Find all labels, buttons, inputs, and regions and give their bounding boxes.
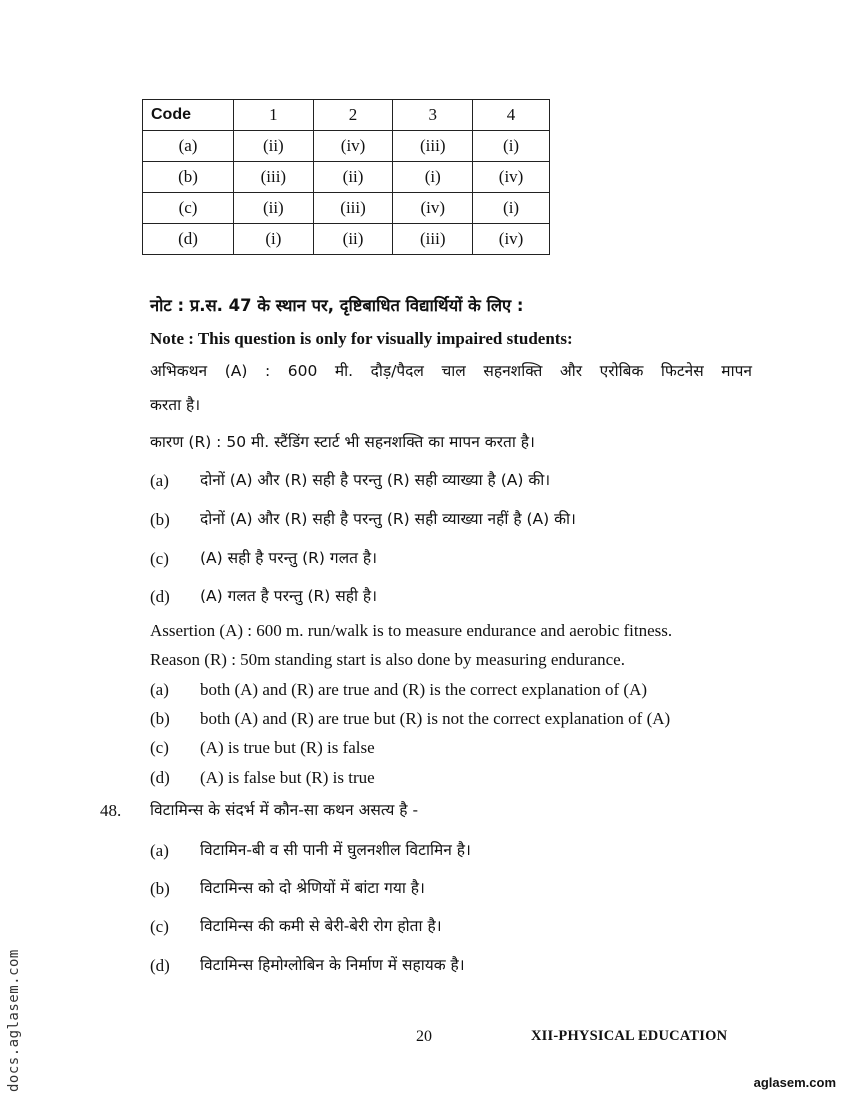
table-cell: (i) xyxy=(473,193,550,224)
question-text: विटामिन्स के संदर्भ में कौन-सा कथन असत्य है - xyxy=(150,801,419,819)
table-cell: (iii) xyxy=(393,131,473,162)
reason-english: Reason (R) : 50m standing start is also done by measuring endurance. xyxy=(150,650,625,669)
option-label: (c) xyxy=(150,549,169,568)
table-header-cell: 1 xyxy=(234,100,314,131)
table-row xyxy=(143,162,550,193)
option-text-hindi: (A) सही है परन्तु (R) गलत है। xyxy=(200,549,378,567)
note-hindi: नोट : प्र.स. 47 के स्थान पर, दृष्टिबाधित विद्यार्थियों के लिए : xyxy=(150,296,524,315)
option-text-hindi: विटामिन्स की कमी से बेरी-बेरी रोग होता है। xyxy=(200,917,442,935)
option-text-hindi: विटामिन्स को दो श्रेणियों में बांटा गया है। xyxy=(200,879,425,897)
question-number: 48. xyxy=(100,801,122,820)
option-text-hindi: विटामिन्स हिमोग्लोबिन के निर्माण में सहायक है। xyxy=(200,956,465,974)
side-watermark: docs.aglasem.com xyxy=(6,949,22,1092)
option-text-english: (A) is false but (R) is true xyxy=(200,768,375,787)
table-cell: (c) xyxy=(143,193,234,224)
option-label: (d) xyxy=(150,587,170,606)
table-cell: (ii) xyxy=(313,224,393,255)
table-cell: (b) xyxy=(143,162,234,193)
code-table xyxy=(142,99,550,255)
table-cell: (ii) xyxy=(234,193,314,224)
table-header-cell: Code xyxy=(143,100,234,131)
table-header-row xyxy=(143,100,550,131)
option-label: (b) xyxy=(150,510,170,529)
table-cell: (iv) xyxy=(393,193,473,224)
option-label: (d) xyxy=(150,956,170,975)
table-row xyxy=(143,193,550,224)
table-cell: (iv) xyxy=(313,131,393,162)
table-row xyxy=(143,224,550,255)
footer-watermark: aglasem.com xyxy=(753,1075,836,1090)
assertion-hindi-line2: करता है। xyxy=(150,396,201,414)
table-cell: (iv) xyxy=(473,162,550,193)
reason-hindi: कारण (R) : 50 मी. स्टैंडिंग स्टार्ट भी सहनशक्ति का मापन करता है। xyxy=(150,433,535,451)
table-cell: (i) xyxy=(473,131,550,162)
note-english: Note : This question is only for visually impaired students: xyxy=(150,329,573,348)
table-cell: (d) xyxy=(143,224,234,255)
table-cell: (iv) xyxy=(473,224,550,255)
table-cell: (ii) xyxy=(313,162,393,193)
option-text-hindi: (A) गलत है परन्तु (R) सही है। xyxy=(200,587,378,605)
table-header-cell: 4 xyxy=(473,100,550,131)
subject-footer: XII-PHYSICAL EDUCATION xyxy=(531,1028,728,1044)
table-header-cell: 2 xyxy=(313,100,393,131)
option-label: (a) xyxy=(150,471,169,490)
table-cell: (i) xyxy=(234,224,314,255)
page-number: 20 xyxy=(416,1028,432,1045)
assertion-english: Assertion (A) : 600 m. run/walk is to measure endurance and aerobic fitness. xyxy=(150,621,673,640)
table-cell: (ii) xyxy=(234,131,314,162)
option-label: (c) xyxy=(150,917,169,936)
table-row xyxy=(143,131,550,162)
option-label: (c) xyxy=(150,738,169,757)
option-text-hindi: विटामिन-बी व सी पानी में घुलनशील विटामिन है। xyxy=(200,841,471,859)
option-label: (a) xyxy=(150,680,169,699)
option-label: (b) xyxy=(150,709,170,728)
option-text-english: (A) is true but (R) is false xyxy=(200,738,375,757)
table-cell: (i) xyxy=(393,162,473,193)
table-cell: (iii) xyxy=(234,162,314,193)
assertion-hindi-line1: अभिकथन (A) : 600 मी. दौड़/पैदल चाल सहनशक्ति और एरोबिक फिटनेस मापन xyxy=(150,362,752,380)
option-label: (d) xyxy=(150,768,170,787)
table-cell: (a) xyxy=(143,131,234,162)
option-text-hindi: दोनों (A) और (R) सही है परन्तु (R) सही व्याख्या नहीं है (A) की। xyxy=(200,510,576,528)
option-text-hindi: दोनों (A) और (R) सही है परन्तु (R) सही व्याख्या है (A) की। xyxy=(200,471,551,489)
option-text-english: both (A) and (R) are true and (R) is the correct explanation of (A) xyxy=(200,680,648,699)
option-label: (a) xyxy=(150,841,169,860)
option-label: (b) xyxy=(150,879,170,898)
table-cell: (iii) xyxy=(313,193,393,224)
table-header-cell: 3 xyxy=(393,100,473,131)
table-cell: (iii) xyxy=(393,224,473,255)
option-text-english: both (A) and (R) are true but (R) is not the correct explanation of (A) xyxy=(200,709,671,728)
